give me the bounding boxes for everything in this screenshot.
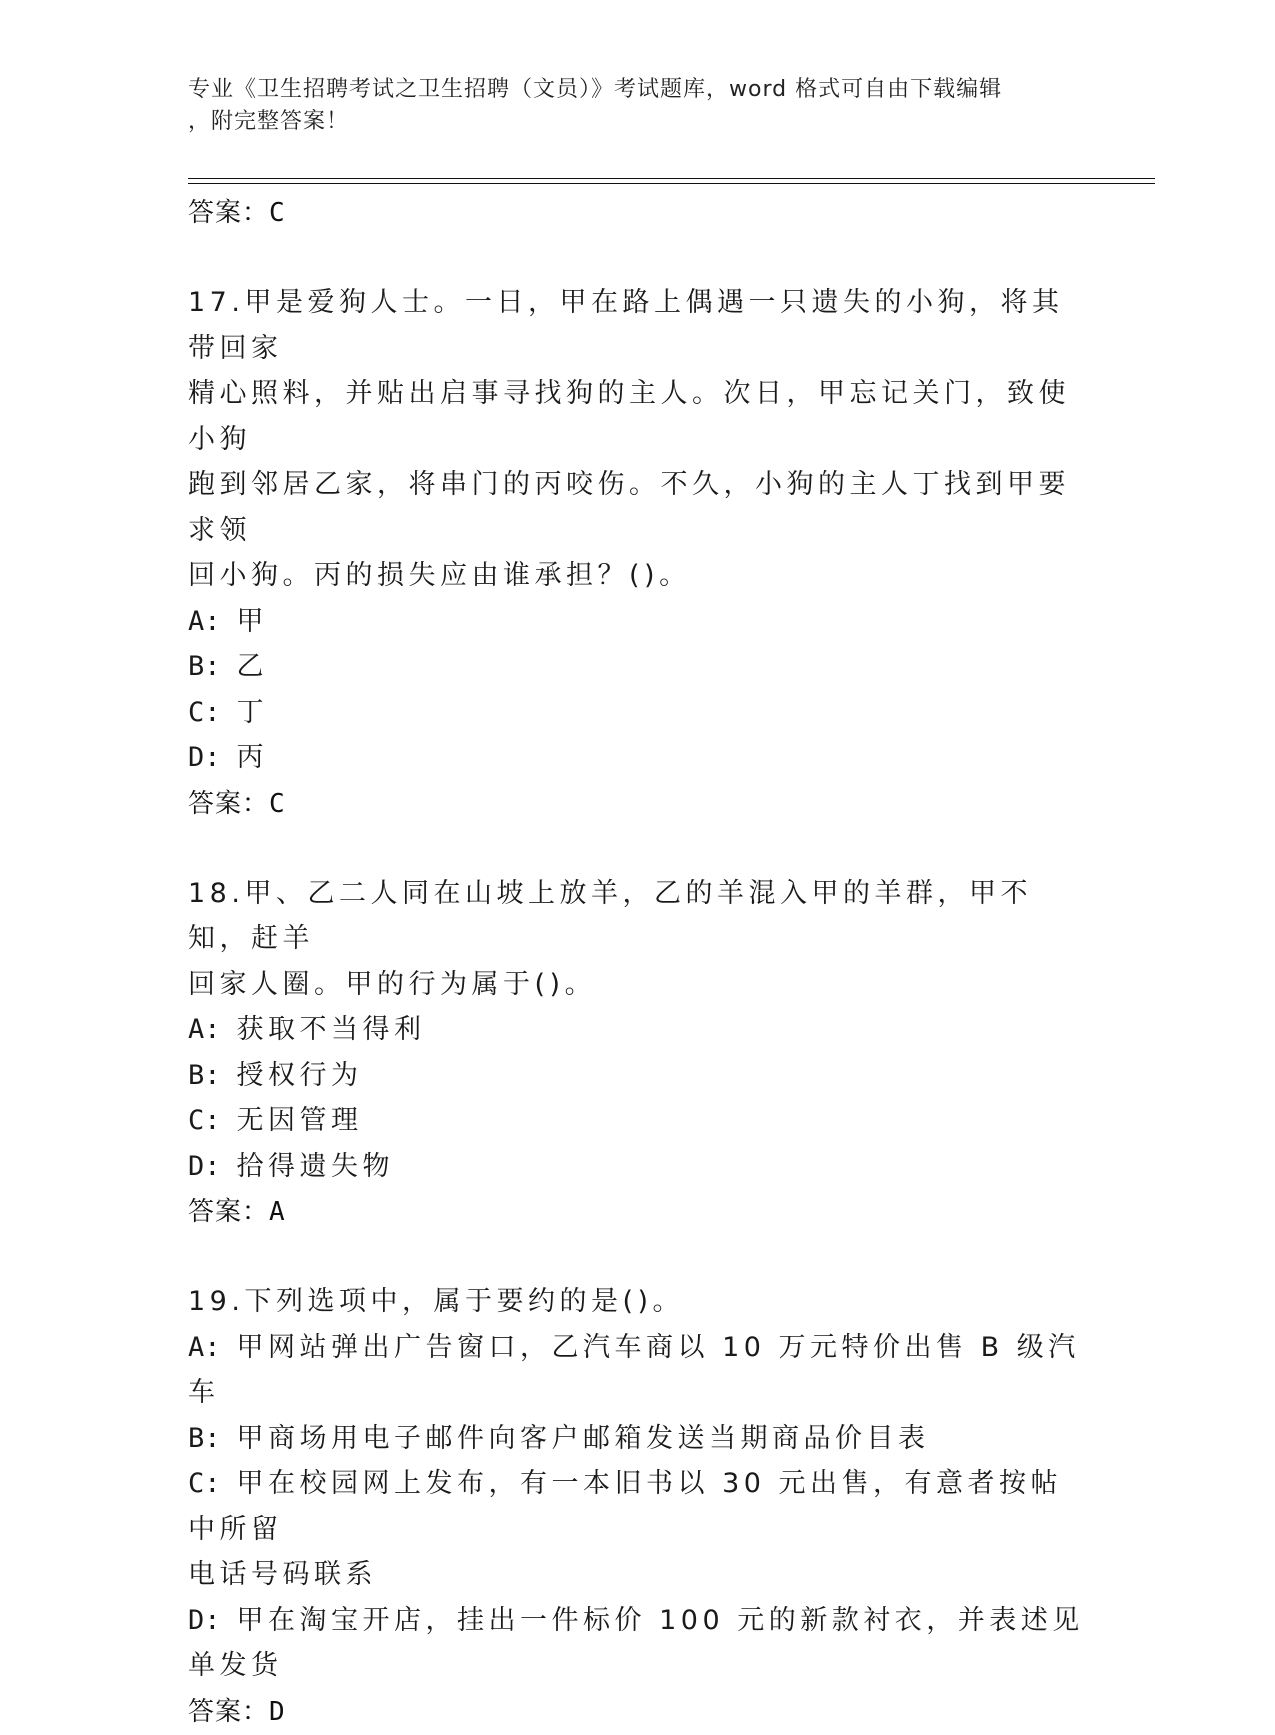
spacer <box>188 827 1088 871</box>
answer-line <box>188 781 1088 827</box>
option-text: 乙 <box>236 651 269 682</box>
option-a <box>188 1007 1088 1053</box>
stem-line: 跑到邻居乙家，将串门的丙咬伤。不久，小狗的主人丁找到甲要求领 <box>188 469 1070 546</box>
question-19 <box>188 1279 1088 1735</box>
option-text: 甲在校园网上发布，有一本旧书以 30 元出售，有意者按帖中所留 <box>188 1468 1063 1545</box>
question-17 <box>188 280 1088 827</box>
option-key: B: <box>188 651 221 682</box>
option-d <box>188 1598 1088 1689</box>
spacer <box>188 236 1088 280</box>
stem-line: 18.甲、乙二人同在山坡上放羊，乙的羊混入甲的羊群，甲不知，赶羊 <box>188 877 1032 954</box>
option-key: A: <box>188 605 221 637</box>
answer-label: 答案： <box>188 1696 270 1727</box>
option-b <box>188 644 1088 690</box>
option-key: B: <box>188 1059 221 1091</box>
option-text: 丁 <box>236 696 269 728</box>
option-key: D: <box>188 1604 221 1636</box>
stem-line: 19.下列选项中，属于要约的是()。 <box>188 1286 685 1317</box>
document-header <box>188 74 1068 138</box>
option-c-continuation: 电话号码联系 <box>188 1559 377 1590</box>
answer-line <box>188 1189 1088 1235</box>
option-d <box>188 735 1088 781</box>
option-text: 甲网站弹出广告窗口，乙汽车商以 10 万元特价出售 B 级汽车 <box>188 1331 1080 1408</box>
question-stem <box>188 871 1088 1008</box>
header-line-2: ，附完整答案！ <box>188 109 350 134</box>
stem-line: 精心照料，并贴出启事寻找狗的主人。次日，甲忘记关门，致使小狗 <box>188 378 1070 455</box>
header-divider-top <box>188 178 1155 179</box>
option-key: B: <box>188 1422 221 1454</box>
header-line-1: 专业《卫生招聘考试之卫生招聘（文员）》考试题库，word 格式可自由下载编辑 <box>188 77 1003 102</box>
answer-label: 答案： <box>188 198 270 228</box>
option-key: A: <box>188 1014 221 1045</box>
stem-line: 回小狗。丙的损失应由谁承担？()。 <box>188 560 691 591</box>
option-text: 拾得遗失物 <box>236 1150 395 1182</box>
option-text: 获取不当得利 <box>236 1014 426 1045</box>
spacer <box>188 1235 1088 1279</box>
option-key: D: <box>188 742 221 773</box>
answer-label: 答案： <box>188 1197 270 1227</box>
stem-line: 回家人圈。甲的行为属于()。 <box>188 968 597 1000</box>
option-c <box>188 690 1088 736</box>
header-divider-bottom <box>188 183 1155 184</box>
question-stem <box>188 1279 1088 1325</box>
answer-value: D <box>269 1696 286 1727</box>
question-stem <box>188 280 1088 599</box>
option-c <box>188 1098 1088 1144</box>
option-text: 甲 <box>236 605 269 637</box>
option-key: C: <box>188 696 221 728</box>
option-a <box>188 1325 1088 1416</box>
option-text: 丙 <box>236 742 269 773</box>
option-b <box>188 1416 1088 1462</box>
option-b <box>188 1053 1088 1099</box>
option-d <box>188 1144 1088 1190</box>
question-18 <box>188 871 1088 1236</box>
answer-value: A <box>269 1197 286 1227</box>
answer-value: C <box>269 198 286 228</box>
option-text: 甲商场用电子邮件向客户邮箱发送当期商品价目表 <box>236 1422 930 1454</box>
answer-label: 答案： <box>188 788 270 819</box>
option-key: C: <box>188 1468 221 1499</box>
option-text: 无因管理 <box>236 1105 363 1136</box>
stem-line: 17.甲是爱狗人士。一日，甲在路上偶遇一只遗失的小狗，将其带回家 <box>188 287 1064 364</box>
answer-value: C <box>269 788 286 819</box>
answer-line <box>188 190 1088 236</box>
question-list <box>188 190 1088 1735</box>
option-c <box>188 1461 1088 1552</box>
option-text: 甲在淘宝开店，挂出一件标价 100 元的新款衬衣，并表述见单发货 <box>188 1604 1084 1681</box>
option-key: D: <box>188 1150 221 1182</box>
option-key: A: <box>188 1331 221 1363</box>
option-text: 授权行为 <box>236 1059 363 1091</box>
option-key: C: <box>188 1105 221 1136</box>
answer-line <box>188 1689 1088 1735</box>
option-a <box>188 599 1088 645</box>
